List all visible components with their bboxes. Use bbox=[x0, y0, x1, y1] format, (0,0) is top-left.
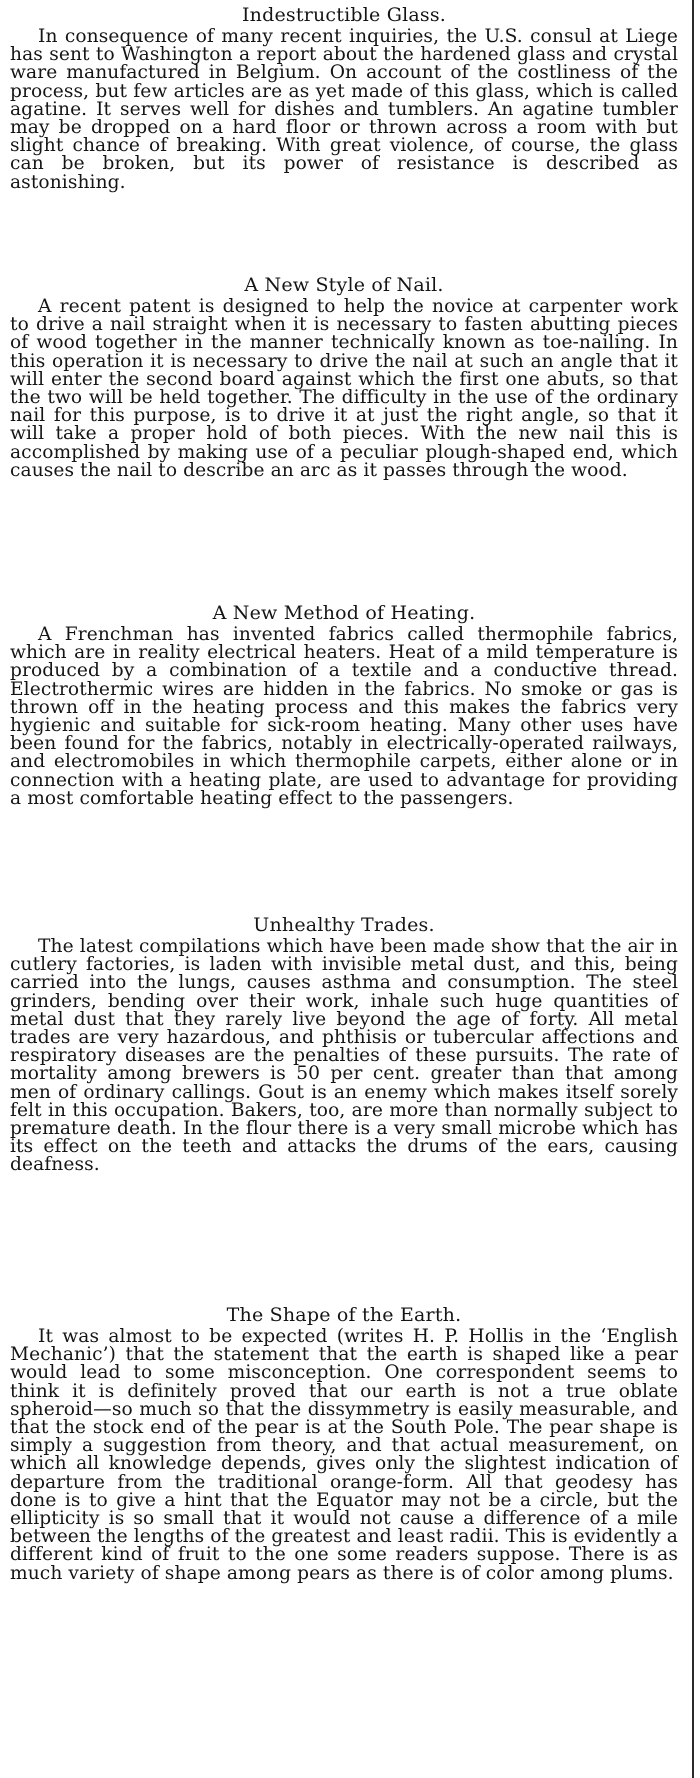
article-new-method-of-heating bbox=[10, 598, 678, 910]
article-body: A Frenchman has invented fabrics called thermophile fabrics, which are in reality electrical heaters. Heat of a mild temperature is produced by a combination of a textile and a conductive thread. Electrothermic wires are hidden in the fabrics. No smoke or gas is thrown off in the heating process and this makes the fabrics very hygienic and suitable for sick-room heating. Many other uses have been found for the fabrics, notably in electrically-operated railways, and electromobiles in which thermophile carpets, either alone or in connection with a heating plate, are used to advantage for providing a most comfortable heating effect to the passengers. bbox=[10, 624, 678, 809]
article-heading: Unhealthy Trades. bbox=[253, 914, 435, 936]
article-unhealthy-trades bbox=[10, 910, 678, 1300]
article-heading: The Shape of the Earth. bbox=[226, 1304, 462, 1326]
article-heading: A New Style of Nail. bbox=[244, 274, 444, 296]
article-indestructible-glass bbox=[10, 0, 678, 270]
article-heading: Indestructible Glass. bbox=[241, 4, 447, 26]
article-body: The latest compilations which have been made show that the air in cutlery factories, is laden with invisible metal dust, and this, being carried into the lungs, causes asthma and consumption. The steel grinders, bending over their work, inhale such huge quantities of metal dust that they rarely live beyond the age of forty. All metal trades are very hazardous, and phthisis or tubercular affections and respiratory diseases are the penalties of these pursuits. The rate of mortality among brewers is 50 per cent. greater than that among men of ordinary callings. Gout is an enemy which makes itself sorely felt in this occupation. Bakers, too, are more than normally subject to premature death. In the flour there is a very small microbe which has its effect on the teeth and attacks the drums of the ears, causing deafness. bbox=[10, 936, 678, 1176]
article-body: It was almost to be expected (writes H. P. Hollis in the ‘English Mechanic’) that the statement that the earth is shaped like a pear would lead to some misconception. One correspondent seems to think it is definitely proved that our earth is not a true oblate spheroid—so much so that the dissymmetry is easily measurable, and that the stock end of the pear is at the South Pole. The pear shape is simply a suggestion from theory, and that actual measurement, on which all knowledge depends, gives only the slightest indication of departure from the traditional orange-form. All that geodesy has done is to give a hint that the Equator may not be a circle, but the ellipticity is so small that it would not cause a difference of a mile between the lengths of the greatest and least radii. This is evidently a different kind of fruit to the one some readers suppose. There is as much variety of shape among pears as there is of color among plums. bbox=[10, 1326, 678, 1584]
article-shape-of-the-earth bbox=[10, 1300, 678, 1776]
column-rule bbox=[692, 0, 694, 1778]
article-body: A recent patent is designed to help the novice at carpenter work to drive a nail straight when it is necessary to fasten abutting pieces of wood together in the manner technically known as toe-nailing. In this operation it is necessary to drive the nail at such an angle that it will enter the second board against which the first one abuts, so that the two will be held together. The difficulty in the use of the ordinary nail for this purpose, is to drive it at just the right angle, so that it will take a proper hold of both pieces. With the new nail this is accomplished by making use of a peculiar plough-shaped end, which causes the nail to describe an arc as it passes through the wood. bbox=[10, 296, 678, 481]
article-heading: A New Method of Heating. bbox=[212, 602, 476, 624]
article-body: In consequence of many recent inquiries, the U.S. consul at Liege has sent to Washington a report about the hardened glass and crystal ware manufactured in Belgium. On account of the costliness of the process, but few articles are as yet made of this glass, which is called agatine. It serves well for dishes and tumblers. An agatine tumbler may be dropped on a hard floor or thrown across a room with but slight chance of breaking. With great violence, of course, the glass can be broken, but its power of resistance is described as astonishing. bbox=[10, 26, 678, 193]
newspaper-column bbox=[10, 0, 678, 1776]
article-new-style-of-nail bbox=[10, 270, 678, 598]
